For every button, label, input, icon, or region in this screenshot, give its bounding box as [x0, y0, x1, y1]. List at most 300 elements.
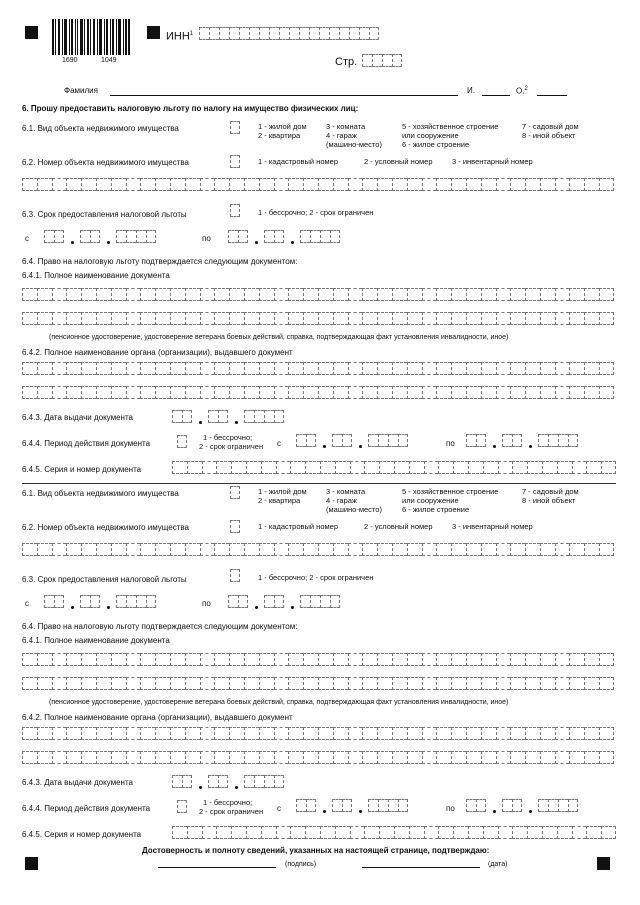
input-cell[interactable] [498, 826, 513, 839]
input-cell[interactable] [126, 386, 141, 399]
input-cell[interactable] [81, 543, 96, 556]
input-cell[interactable] [586, 826, 601, 839]
input-cell[interactable] [288, 751, 303, 764]
input-cell[interactable] [438, 461, 453, 474]
input-cell[interactable] [170, 677, 185, 690]
validity-to-day[interactable] [466, 799, 486, 812]
input-cell[interactable] [569, 386, 584, 399]
input-cell[interactable] [37, 727, 52, 740]
input-cell[interactable] [362, 312, 377, 325]
input-cell[interactable] [527, 461, 542, 474]
input-cell[interactable] [229, 653, 244, 666]
page-number-field[interactable] [362, 54, 402, 67]
input-cell[interactable] [22, 178, 37, 191]
input-cell[interactable] [288, 386, 303, 399]
object-type-field[interactable] [230, 121, 240, 134]
input-cell[interactable] [599, 543, 614, 556]
validity-to-day[interactable] [466, 434, 486, 447]
input-cell[interactable] [214, 178, 229, 191]
input-cell[interactable] [555, 543, 570, 556]
input-cell[interactable] [512, 826, 527, 839]
input-cell[interactable] [318, 653, 333, 666]
input-cell[interactable] [81, 727, 96, 740]
validity-to-year[interactable] [538, 799, 578, 812]
input-cell[interactable] [451, 751, 466, 764]
series-number-field[interactable] [172, 461, 616, 474]
input-cell[interactable] [525, 288, 540, 301]
input-cell[interactable] [155, 178, 170, 191]
input-cell[interactable] [111, 727, 126, 740]
input-cell[interactable] [318, 727, 333, 740]
input-cell[interactable] [66, 178, 81, 191]
input-cell[interactable] [407, 751, 422, 764]
input-cell[interactable] [96, 543, 111, 556]
input-cell[interactable] [407, 288, 422, 301]
input-cell[interactable] [303, 178, 318, 191]
input-cell[interactable] [126, 288, 141, 301]
input-cell[interactable] [290, 826, 305, 839]
input-cell[interactable] [200, 543, 215, 556]
input-cell[interactable] [510, 751, 525, 764]
input-cell[interactable] [599, 178, 614, 191]
input-cell[interactable] [200, 751, 215, 764]
input-cell[interactable] [362, 178, 377, 191]
input-cell[interactable] [569, 751, 584, 764]
input-cell[interactable] [200, 653, 215, 666]
input-cell[interactable] [96, 178, 111, 191]
input-cell[interactable] [422, 727, 437, 740]
input-cell[interactable] [348, 677, 363, 690]
input-cell[interactable] [229, 386, 244, 399]
input-cell[interactable] [525, 312, 540, 325]
input-cell[interactable] [599, 312, 614, 325]
signature-line[interactable] [158, 867, 276, 868]
input-cell[interactable] [525, 178, 540, 191]
input-cell[interactable] [274, 386, 289, 399]
input-cell[interactable] [481, 543, 496, 556]
input-cell[interactable] [569, 178, 584, 191]
input-cell[interactable] [187, 826, 202, 839]
input-cell[interactable] [377, 386, 392, 399]
input-cell[interactable] [185, 543, 200, 556]
input-cell[interactable] [569, 543, 584, 556]
issue-date-month[interactable] [208, 410, 228, 423]
input-cell[interactable] [318, 178, 333, 191]
input-cell[interactable] [362, 677, 377, 690]
input-cell[interactable] [451, 178, 466, 191]
input-cell[interactable] [569, 727, 584, 740]
input-cell[interactable] [599, 727, 614, 740]
input-cell[interactable] [407, 653, 422, 666]
input-cell[interactable] [303, 312, 318, 325]
input-cell[interactable] [155, 653, 170, 666]
input-cell[interactable] [52, 543, 67, 556]
input-cell[interactable] [422, 653, 437, 666]
input-cell[interactable] [409, 461, 424, 474]
input-cell[interactable] [66, 727, 81, 740]
term-to-day[interactable] [228, 595, 248, 608]
input-cell[interactable] [377, 178, 392, 191]
input-cell[interactable] [37, 543, 52, 556]
input-cell[interactable] [555, 362, 570, 375]
input-cell[interactable] [126, 312, 141, 325]
input-cell[interactable] [126, 362, 141, 375]
input-cell[interactable] [584, 653, 599, 666]
input-cell[interactable] [540, 677, 555, 690]
input-cell[interactable] [540, 288, 555, 301]
input-cell[interactable] [525, 386, 540, 399]
input-cell[interactable] [584, 727, 599, 740]
input-cell[interactable] [466, 727, 481, 740]
input-cell[interactable] [422, 386, 437, 399]
input-cell[interactable] [542, 461, 557, 474]
input-cell[interactable] [333, 653, 348, 666]
input-cell[interactable] [362, 543, 377, 556]
input-cell[interactable] [394, 461, 409, 474]
input-cell[interactable] [96, 386, 111, 399]
input-cell[interactable] [185, 178, 200, 191]
input-cell[interactable] [584, 288, 599, 301]
input-cell[interactable] [52, 653, 67, 666]
input-cell[interactable] [288, 178, 303, 191]
input-cell[interactable] [246, 826, 261, 839]
input-cell[interactable] [52, 751, 67, 764]
input-cell[interactable] [200, 727, 215, 740]
input-cell[interactable] [540, 653, 555, 666]
input-cell[interactable] [379, 826, 394, 839]
validity-from-day[interactable] [296, 434, 316, 447]
input-cell[interactable] [214, 653, 229, 666]
input-cell[interactable] [52, 677, 67, 690]
input-cell[interactable] [318, 386, 333, 399]
input-cell[interactable] [496, 751, 511, 764]
input-cell[interactable] [320, 826, 335, 839]
input-cell[interactable] [348, 386, 363, 399]
input-cell[interactable] [111, 362, 126, 375]
input-cell[interactable] [185, 751, 200, 764]
input-cell[interactable] [333, 288, 348, 301]
input-cell[interactable] [379, 461, 394, 474]
input-cell[interactable] [348, 178, 363, 191]
input-cell[interactable] [155, 727, 170, 740]
input-cell[interactable] [259, 178, 274, 191]
input-cell[interactable] [22, 727, 37, 740]
input-cell[interactable] [185, 653, 200, 666]
input-cell[interactable] [555, 677, 570, 690]
input-cell[interactable] [436, 543, 451, 556]
input-cell[interactable] [126, 543, 141, 556]
object-number-type-field[interactable] [230, 520, 240, 533]
input-cell[interactable] [451, 543, 466, 556]
input-cell[interactable] [394, 826, 409, 839]
input-cell[interactable] [81, 178, 96, 191]
input-cell[interactable] [214, 751, 229, 764]
issue-date-year[interactable] [244, 410, 284, 423]
input-cell[interactable] [274, 288, 289, 301]
input-cell[interactable] [424, 461, 439, 474]
issue-date-month[interactable] [208, 775, 228, 788]
input-cell[interactable] [229, 727, 244, 740]
input-cell[interactable] [407, 677, 422, 690]
input-cell[interactable] [599, 386, 614, 399]
input-cell[interactable] [37, 653, 52, 666]
inn-field[interactable] [199, 27, 379, 40]
input-cell[interactable] [377, 751, 392, 764]
object-type-field[interactable] [230, 486, 240, 499]
input-cell[interactable] [407, 312, 422, 325]
input-cell[interactable] [333, 178, 348, 191]
input-cell[interactable] [572, 461, 587, 474]
input-cell[interactable] [466, 288, 481, 301]
validity-from-day[interactable] [296, 799, 316, 812]
input-cell[interactable] [81, 288, 96, 301]
input-cell[interactable] [510, 288, 525, 301]
input-cell[interactable] [185, 386, 200, 399]
issuer-row-2[interactable] [22, 386, 614, 399]
input-cell[interactable] [569, 312, 584, 325]
input-cell[interactable] [466, 312, 481, 325]
input-cell[interactable] [155, 312, 170, 325]
input-cell[interactable] [496, 312, 511, 325]
input-cell[interactable] [525, 362, 540, 375]
input-cell[interactable] [244, 751, 259, 764]
input-cell[interactable] [259, 288, 274, 301]
term-to-month[interactable] [264, 595, 284, 608]
input-cell[interactable] [303, 727, 318, 740]
input-cell[interactable] [52, 312, 67, 325]
input-cell[interactable] [170, 362, 185, 375]
input-cell[interactable] [453, 461, 468, 474]
input-cell[interactable] [126, 677, 141, 690]
input-cell[interactable] [37, 362, 52, 375]
issue-date-year[interactable] [244, 775, 284, 788]
input-cell[interactable] [303, 543, 318, 556]
input-cell[interactable] [555, 386, 570, 399]
input-cell[interactable] [276, 461, 291, 474]
input-cell[interactable] [540, 312, 555, 325]
surname-line[interactable] [110, 95, 458, 96]
input-cell[interactable] [200, 386, 215, 399]
input-cell[interactable] [318, 751, 333, 764]
input-cell[interactable] [170, 312, 185, 325]
input-cell[interactable] [510, 178, 525, 191]
input-cell[interactable] [601, 461, 616, 474]
input-cell[interactable] [111, 751, 126, 764]
input-cell[interactable] [259, 362, 274, 375]
input-cell[interactable] [481, 677, 496, 690]
input-cell[interactable] [348, 362, 363, 375]
input-cell[interactable] [540, 362, 555, 375]
input-cell[interactable] [96, 362, 111, 375]
input-cell[interactable] [512, 461, 527, 474]
input-cell[interactable] [392, 677, 407, 690]
input-cell[interactable] [542, 826, 557, 839]
input-cell[interactable] [540, 543, 555, 556]
input-cell[interactable] [231, 461, 246, 474]
input-cell[interactable] [96, 288, 111, 301]
input-cell[interactable] [290, 461, 305, 474]
input-cell[interactable] [111, 653, 126, 666]
input-cell[interactable] [202, 461, 217, 474]
input-cell[interactable] [170, 178, 185, 191]
input-cell[interactable] [288, 653, 303, 666]
input-cell[interactable] [81, 677, 96, 690]
input-cell[interactable] [303, 362, 318, 375]
input-cell[interactable] [244, 386, 259, 399]
input-cell[interactable] [348, 751, 363, 764]
input-cell[interactable] [172, 461, 187, 474]
input-cell[interactable] [557, 826, 572, 839]
input-cell[interactable] [37, 386, 52, 399]
input-cell[interactable] [481, 727, 496, 740]
input-cell[interactable] [436, 288, 451, 301]
input-cell[interactable] [305, 461, 320, 474]
input-cell[interactable] [140, 653, 155, 666]
input-cell[interactable] [555, 312, 570, 325]
input-cell[interactable] [288, 288, 303, 301]
input-cell[interactable] [510, 312, 525, 325]
input-cell[interactable] [81, 653, 96, 666]
input-cell[interactable] [155, 386, 170, 399]
input-cell[interactable] [436, 653, 451, 666]
validity-from-month[interactable] [332, 434, 352, 447]
input-cell[interactable] [510, 727, 525, 740]
input-cell[interactable] [37, 288, 52, 301]
input-cell[interactable] [200, 677, 215, 690]
input-cell[interactable] [318, 312, 333, 325]
input-cell[interactable] [422, 362, 437, 375]
input-cell[interactable] [274, 312, 289, 325]
term-from-month[interactable] [80, 595, 100, 608]
input-cell[interactable] [276, 826, 291, 839]
input-cell[interactable] [481, 288, 496, 301]
input-cell[interactable] [584, 751, 599, 764]
input-cell[interactable] [274, 751, 289, 764]
input-cell[interactable] [288, 727, 303, 740]
input-cell[interactable] [229, 677, 244, 690]
input-cell[interactable] [525, 543, 540, 556]
input-cell[interactable] [244, 362, 259, 375]
input-cell[interactable] [244, 677, 259, 690]
input-cell[interactable] [348, 312, 363, 325]
input-cell[interactable] [111, 312, 126, 325]
input-cell[interactable] [288, 312, 303, 325]
input-cell[interactable] [348, 543, 363, 556]
input-cell[interactable] [525, 677, 540, 690]
input-cell[interactable] [274, 362, 289, 375]
input-cell[interactable] [496, 727, 511, 740]
input-cell[interactable] [335, 826, 350, 839]
input-cell[interactable] [451, 312, 466, 325]
input-cell[interactable] [170, 288, 185, 301]
issue-date-day[interactable] [172, 410, 192, 423]
input-cell[interactable] [599, 751, 614, 764]
input-cell[interactable] [22, 362, 37, 375]
term-to-day[interactable] [228, 230, 248, 243]
input-cell[interactable] [555, 727, 570, 740]
input-cell[interactable] [259, 312, 274, 325]
input-cell[interactable] [303, 677, 318, 690]
input-cell[interactable] [185, 312, 200, 325]
input-cell[interactable] [540, 751, 555, 764]
input-cell[interactable] [259, 386, 274, 399]
input-cell[interactable] [555, 653, 570, 666]
input-cell[interactable] [540, 178, 555, 191]
input-cell[interactable] [422, 288, 437, 301]
input-cell[interactable] [466, 677, 481, 690]
input-cell[interactable] [584, 362, 599, 375]
input-cell[interactable] [362, 727, 377, 740]
input-cell[interactable] [259, 653, 274, 666]
input-cell[interactable] [496, 653, 511, 666]
input-cell[interactable] [466, 362, 481, 375]
input-cell[interactable] [481, 386, 496, 399]
input-cell[interactable] [140, 386, 155, 399]
input-cell[interactable] [187, 461, 202, 474]
input-cell[interactable] [510, 362, 525, 375]
input-cell[interactable] [126, 653, 141, 666]
input-cell[interactable] [525, 727, 540, 740]
input-cell[interactable] [303, 386, 318, 399]
input-cell[interactable] [392, 727, 407, 740]
input-cell[interactable] [451, 386, 466, 399]
input-cell[interactable] [436, 312, 451, 325]
input-cell[interactable] [350, 826, 365, 839]
input-cell[interactable] [350, 461, 365, 474]
input-cell[interactable] [214, 288, 229, 301]
input-cell[interactable] [362, 288, 377, 301]
input-cell[interactable] [333, 312, 348, 325]
input-cell[interactable] [214, 362, 229, 375]
input-cell[interactable] [216, 826, 231, 839]
validity-from-year[interactable] [368, 434, 408, 447]
input-cell[interactable] [318, 543, 333, 556]
input-cell[interactable] [377, 653, 392, 666]
input-cell[interactable] [66, 386, 81, 399]
issuer-row-2[interactable] [22, 751, 614, 764]
input-cell[interactable] [303, 751, 318, 764]
input-cell[interactable] [333, 677, 348, 690]
input-cell[interactable] [496, 543, 511, 556]
input-cell[interactable] [481, 178, 496, 191]
input-cell[interactable] [111, 543, 126, 556]
document-name-row-1[interactable] [22, 653, 614, 666]
document-name-row-2[interactable] [22, 677, 614, 690]
input-cell[interactable] [392, 362, 407, 375]
input-cell[interactable] [451, 362, 466, 375]
input-cell[interactable] [140, 362, 155, 375]
input-cell[interactable] [140, 312, 155, 325]
input-cell[interactable] [140, 543, 155, 556]
input-cell[interactable] [66, 677, 81, 690]
input-cell[interactable] [555, 288, 570, 301]
input-cell[interactable] [66, 288, 81, 301]
input-cell[interactable] [288, 362, 303, 375]
input-cell[interactable] [333, 543, 348, 556]
input-cell[interactable] [244, 653, 259, 666]
input-cell[interactable] [569, 677, 584, 690]
input-cell[interactable] [126, 751, 141, 764]
input-cell[interactable] [466, 543, 481, 556]
input-cell[interactable] [436, 751, 451, 764]
input-cell[interactable] [599, 677, 614, 690]
input-cell[interactable] [510, 543, 525, 556]
input-cell[interactable] [81, 751, 96, 764]
input-cell[interactable] [348, 288, 363, 301]
input-cell[interactable] [481, 362, 496, 375]
document-name-row-1[interactable] [22, 288, 614, 301]
input-cell[interactable] [555, 178, 570, 191]
